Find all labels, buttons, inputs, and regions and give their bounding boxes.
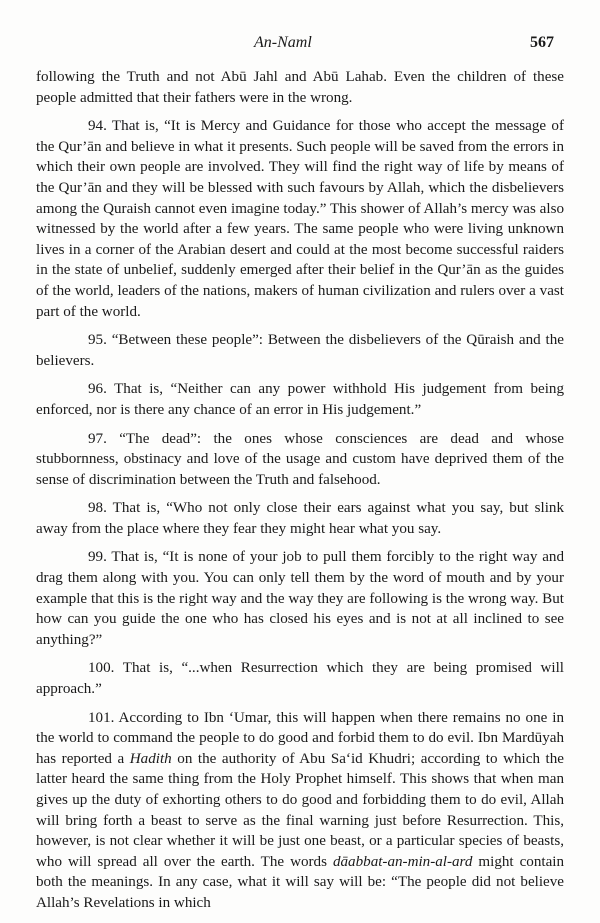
paragraph-continuation: following the Truth and not Abū Jahl and Abū Lahab. Even the children of these people admitted that their fathers were in the wrong.	[36, 69, 564, 106]
note-100: 100. That is, “...when Resurrection which they are being promised will approach.”	[36, 660, 564, 698]
note-101-part-3: might contain both the meanings. In any case, what it will say will be: “The people did not believe Allah’s Revelations in which	[36, 853, 565, 911]
note-99: 99. That is, “It is none of your job to pull them forcibly to the right way and drag them along with you. You can only tell them by the word of mouth and by your example that this is the right way and the way they are following is the wrong way. But how can you guide the one who has closed his eyes and is not at all inclined to see anything?”	[36, 549, 564, 648]
running-header	[0, 34, 600, 54]
note-96: 96. That is, “Neither can any power withhold His judgement from being enforced, nor is there any chance of an error in His judgement.”	[36, 381, 564, 418]
page-number: 567	[530, 34, 554, 51]
note-101-part-2: on the authority of Abu Sa‘id Khudri; according to which the latter heard the same thing from the Holy Prophet himself. This shows that when man gives up the duty of exhorting others to do good and forbidding them to do evil, Allah will bring forth a beast to serve as the final warning just before Resurrection. This, however, is not clear whether it will be just one beast, or a particular species of beasts, who will spread all over the earth. The words	[36, 750, 564, 870]
note-101	[36, 708, 564, 914]
running-title: An-Naml	[254, 34, 312, 51]
note-94: 94. That is, “It is Mercy and Guidance for those who accept the message of the Qur’ān and believe in what it presents. Such people will be saved from the errors in which their own people are involved. They will find the right way of life by means of the Qur’ān and they will be blessed with such favours by Allah, which the disbelievers among the Quraish cannot even imagine today.” This shower of Allah’s mercy was also witnessed by the world after a few years. The same people who were living unknown lives in a corner of the Arabian desert and could at the most become successful raiders in the state of unbelief, suddenly emerged after their belief in the Qur’ān as the guides of the world, leaders of the nations, makers of human civilization and rulers over a vast part of the world.	[36, 118, 564, 320]
note-101-part-1: 101. According to Ibn ‘Umar, this will happen when there remains no one in the world to command the people to do good and forbid them to do evil. Ibn Mardūyah has reported a	[36, 709, 564, 767]
page-body	[36, 67, 564, 922]
hadith-term: Hadith	[129, 750, 172, 767]
arabic-term: dāabbat-an-min-al-ard	[332, 853, 473, 870]
note-98: 98. That is, “Who not only close their ears against what you say, but slink away from the place where they fear they might hear what you say.	[36, 500, 564, 537]
note-97: 97. “The dead”: the ones whose consciences are dead and whose stubbornness, obstinacy and love of the usage and custom have deprived them of the sense of discrimination between the Truth and falsehood.	[36, 430, 564, 488]
note-95: 95. “Between these people”: Between the disbelievers of the Qūraish and the believers.	[36, 332, 564, 369]
